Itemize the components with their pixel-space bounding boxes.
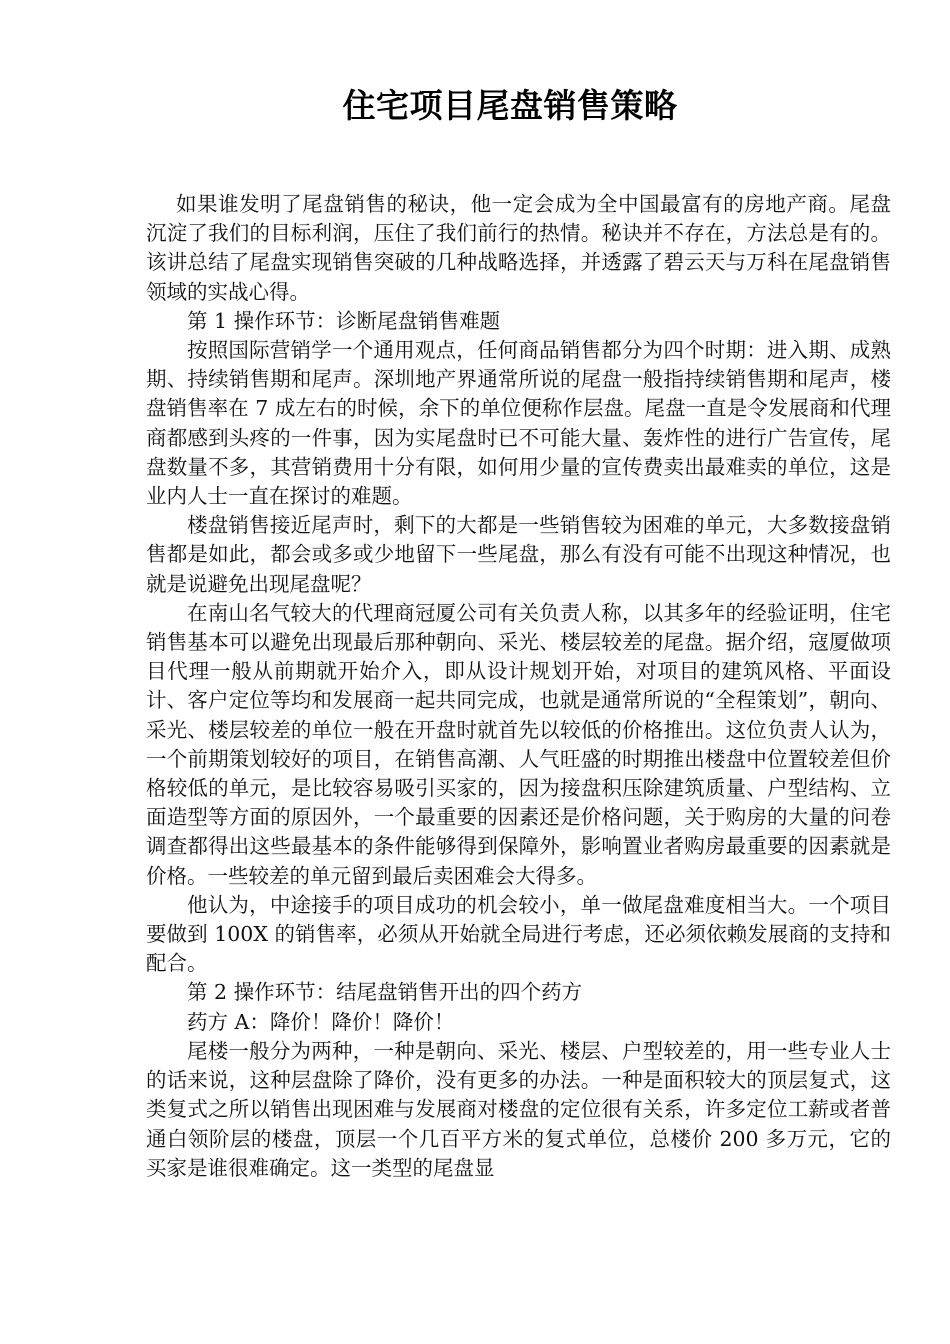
document-body [146,190,891,1183]
section-heading-1: 第 1 操作环节：诊断尾盘销售难题 [187,308,501,333]
intro-paragraph: 如果谁发明了尾盘销售的秘诀，他一定会成为全中国最富有的房地产商。尾盘沉淀了我们的目标利润，压住了我们前行的热情。秘诀并不存在，方法总是有的。该讲总结了尾盘实现销售突破的几种战略选择，并透露了碧云天与万科在尾盘销售领域的实战心得。 [146,192,891,304]
document-title: 住宅项目尾盘销售策略 [342,86,678,125]
subsection-heading-a: 药方 A：降价！降价！降价！ [187,1009,455,1034]
body-paragraph: 他认为，中途接手的项目成功的机会较小，单一做尾盘难度相当大。一个项目要做到 100X 的销售率，必须从开始就全局进行考虑，还必须依赖发展商的支持和配合。 [146,892,891,976]
body-paragraph: 按照国际营销学一个通用观点，任何商品销售都分为四个时期：进入期、成熟期、持续销售期和尾声。深圳地产界通常所说的尾盘一般指持续销售期和尾声，楼盘销售率在 7 成左右的时候，余下的单位便称作层盘。尾盘一直是令发展商和代理商都感到头疼的一件事，因为实尾盘时已不可能大量、轰炸性的进行广告宣传，尾盘数量不多，其营销费用十分有限，如何用少量的宣传费卖出最难卖的单位，这是业内人士一直在探讨的难题。 [146,338,891,509]
body-paragraph: 在南山名气较大的代理商冠厦公司有关负责人称，以其多年的经验证明，住宅销售基本可以避免出现最后那种朝向、采光、楼层较差的尾盘。据介绍，寇厦做项目代理一般从前期就开始介入，即从设计规划开始，对项目的建筑风格、平面设计、客户定位等均和发展商一起共同完成，也就是通常所说的“全程策划”，朝向、采光、楼层较差的单位一般在开盘时就首先以较低的价格推出。这位负责人认为，一个前期策划较好的项目，在销售高潮、人气旺盛的时期推出楼盘中位置较差但价格较低的单元，是比较容易吸引买家的，因为接盘积压除建筑质量、户型结构、立面造型等方面的原因外，一个最重要的因素还是价格问题，关于购房的大量的问卷调查都得出这些最基本的条件能够得到保障外，影响置业者购房最重要的因素就是价格。一些较差的单元留到最后卖困难会大得多。 [146,600,891,888]
body-paragraph: 尾楼一般分为两种，一种是朝向、采光、楼层、户型较差的，用一些专业人士的话来说，这种层盘除了降价，没有更多的办法。一种是面积较大的顶层复式，这类复式之所以销售出现困难与发展商对楼盘的定位很有关系，许多定位工薪或者普通白领阶层的楼盘，顶层一个几百平方米的复式单位，总楼价 200 多万元，它的买家是谁很难确定。这一类型的尾盘显 [146,1038,891,1180]
section-heading-2: 第 2 操作环节：结尾盘销售开出的四个药方 [187,980,583,1005]
body-paragraph: 楼盘销售接近尾声时，剩下的大都是一些销售较为困难的单元，大多数接盘销售都是如此，都会或多或少地留下一些尾盘，那么有没有可能不出现这种情况，也就是说避免出现尾盘呢？ [146,513,891,596]
